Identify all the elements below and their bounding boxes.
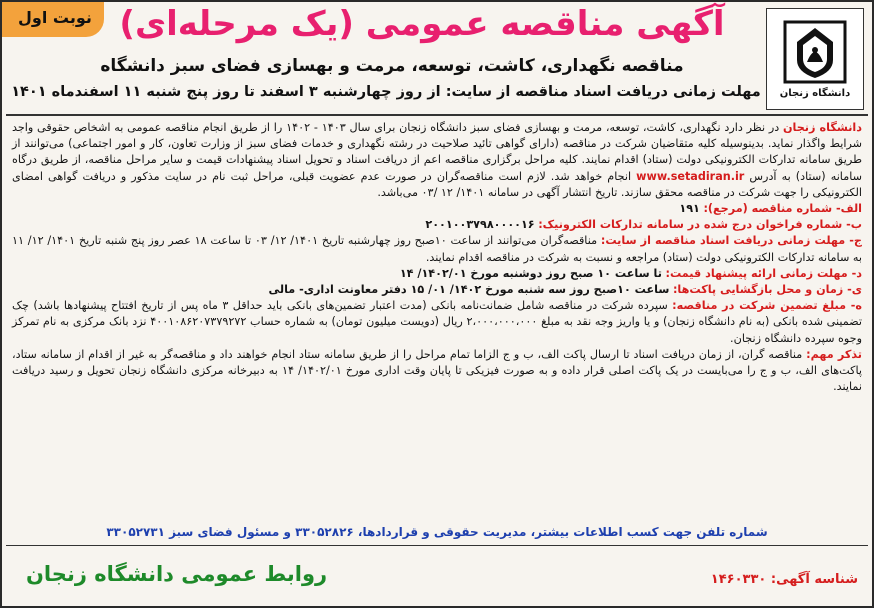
intro-text-2: انجام خواهد شد. لازم است مناقصه‌گران در صورت عدم عضویت قبلی، مراحل ثبت نام در سایت مذکور و دریافت گواهی امضای الکترونیکی را جهت شرکت در مناقصه محقق سازند. تاریخ انتشار آگهی در سامانه ۱۴۰۱/ ۱۲ /۰۳ می‌باشد. bbox=[12, 169, 862, 199]
item-value: ساعت ۱۰صبح روز سه شنبه مورخ ۱۴۰۲/ ۰۱/ ۱۵ دفتر معاونت اداری- مالی bbox=[268, 283, 670, 297]
ad-body bbox=[12, 120, 862, 395]
contact-phone-line: شماره تلفن جهت کسب اطلاعات بیشتر، مدیریت حقوقی و قراردادها، ۳۳۰۵۲۸۲۶ و مسئول فضای سبز ۳۳۰۵۲۷۳۱ bbox=[106, 525, 768, 539]
intro-text-1: در نظر دارد نگهداری، کاشت، توسعه، مرمت و بهسازی فضای سبز دانشگاه زنجان برای سال ۱۴۰۳ - ۱۴۰۲ را از طریق انجام مناقصه عمومی به اشخاص حقوقی واجد شرایط واگذار نماید. بدینوسیله کلیه متقاضیان شرکت در مناقصه (دارای گواهی تائید صلاحیت در رشته نگهداری و خدمات فضای سبز از وزارت تعاون، کار و امور اجتماعی) می‌توانند از طریق سامانه تدارکات الکترونیکی دولت (ستاد) اقدام نمایند. کلیه مراحل برگزاری مناقصه اعم از دریافت اسناد و تحویل اسناد پیشنهادات قیمت و سایر مراحل مناقصه، از طریق درگاه سامانه (ستاد) به آدرس bbox=[12, 121, 862, 183]
university-logo bbox=[766, 8, 864, 110]
item-label: ی- زمان و محل بازگشایی پاکت‌ها: bbox=[672, 283, 862, 297]
item-value: ۲۰۰۱۰۰۳۷۹۸۰۰۰۰۱۶ bbox=[425, 218, 535, 232]
setad-link[interactable]: www.setadiran.ir bbox=[636, 169, 745, 183]
ad-id: شناسه آگهی: ۱۴۶۰۳۳۰ bbox=[710, 572, 858, 587]
header-divider bbox=[6, 114, 868, 116]
item-document-deadline bbox=[12, 233, 862, 265]
item-label: ب- شماره فراخوان درج شده در سامانه تدارکات الکترونیک: bbox=[538, 218, 862, 232]
item-opening bbox=[12, 282, 862, 298]
item-tender-number bbox=[12, 201, 862, 217]
item-label: ج- مهلت زمانی دریافت اسناد مناقصه از سایت: bbox=[600, 234, 862, 248]
important-note bbox=[12, 347, 862, 396]
item-bid-deadline bbox=[12, 266, 862, 282]
note-text: مناقصه گران، از زمان دریافت اسناد تا ارسال پاکت الف، ب و ج الزاما تمام مراحل را از طریق سامانه ستاد انجام خواهند داد و مناقصه‌گر به غیر از اقدام از سامانه ستاد، پاکت‌های الف، ب و ج را می‌بایست در یک پاکت اصلی قرار داده و به صورت فیزیکی تا پایان وقت اداری مورخ ۱۴۰۲/۰۱/ ۱۴ به دبیرخانه مرکزی دانشگاه زنجان تحویل و رسید دریافت نمایند. bbox=[12, 347, 863, 394]
item-guarantee bbox=[12, 298, 862, 347]
note-label: تذکر مهم: bbox=[806, 347, 862, 361]
item-value: تا ساعت ۱۰ صبح روز دوشنبه مورخ ۱۴۰۲/۰۱/ ۱۴ bbox=[399, 266, 662, 280]
item-label: د- مهلت زمانی ارائه پیشنهاد قیمت: bbox=[665, 266, 862, 280]
ad-title: آگهی مناقصه عمومی (یک مرحله‌ای) bbox=[119, 4, 725, 44]
logo-caption: دانشگاه زنجان bbox=[779, 87, 851, 99]
intro-paragraph bbox=[12, 120, 862, 201]
item-call-number bbox=[12, 217, 862, 233]
university-emblem-icon bbox=[783, 20, 847, 84]
item-value: سپرده شرکت در مناقصه شامل ضمانت‌نامه بانکی (مدت اعتبار تضمین‌های بانکی باید حداقل ۳ ماه پس از تاریخ افتتاح پیشنهادها باشد) چک تضمینی شده بانکی (به نام دانشگاه زنجان) و یا واریز وجه نقد به مبلغ ۲،۰۰۰،۰۰۰،۰۰۰ ریال (دویست میلیون تومان) به شماره حساب ۴۰۰۱۰۸۶۲۰۷۳۷۹۲۷۲ نزد بانک مرکزی به نام تمرکز وجوه سپرده دانشگاه زنجان. bbox=[12, 299, 862, 345]
ad-subtitle: مناقصه نگهداری، کاشت، توسعه، مرمت و بهسازی فضای سبز دانشگاه bbox=[100, 56, 684, 76]
org-name: دانشگاه زنجان bbox=[782, 121, 862, 134]
item-label: الف- شماره مناقصه (مرجع): bbox=[703, 202, 862, 216]
item-label: ه- مبلغ تضمین شرکت در مناقصه: bbox=[672, 299, 863, 313]
download-deadline: مهلت زمانی دریافت اسناد مناقصه از سایت: از روز چهارشنبه ۳ اسفند تا روز پنج شنبه ۱۱ اسفندماه ۱۴۰۱ bbox=[11, 84, 761, 100]
footer-divider bbox=[6, 545, 868, 546]
item-value: ۱۹۱ bbox=[679, 202, 700, 216]
item-value: مناقصه‌گران می‌توانند از ساعت ۱۰صبح روز چهارشنبه تاریخ ۱۴۰۱/ ۱۲/ ۰۳ تا ساعت ۱۸ عصر روز پنج شنبه تاریخ ۱۴۰۱/ ۱۲/ ۱۱ به سامانه تدارکات الکترونیکی دولت (ستاد) مراجعه و نسبت به شرکت در مناقصه اقدام نمایند. bbox=[12, 234, 862, 264]
public-relations-signature: روابط عمومی دانشگاه زنجان bbox=[26, 562, 328, 586]
notice-round-badge: نوبت اول bbox=[2, 2, 104, 37]
